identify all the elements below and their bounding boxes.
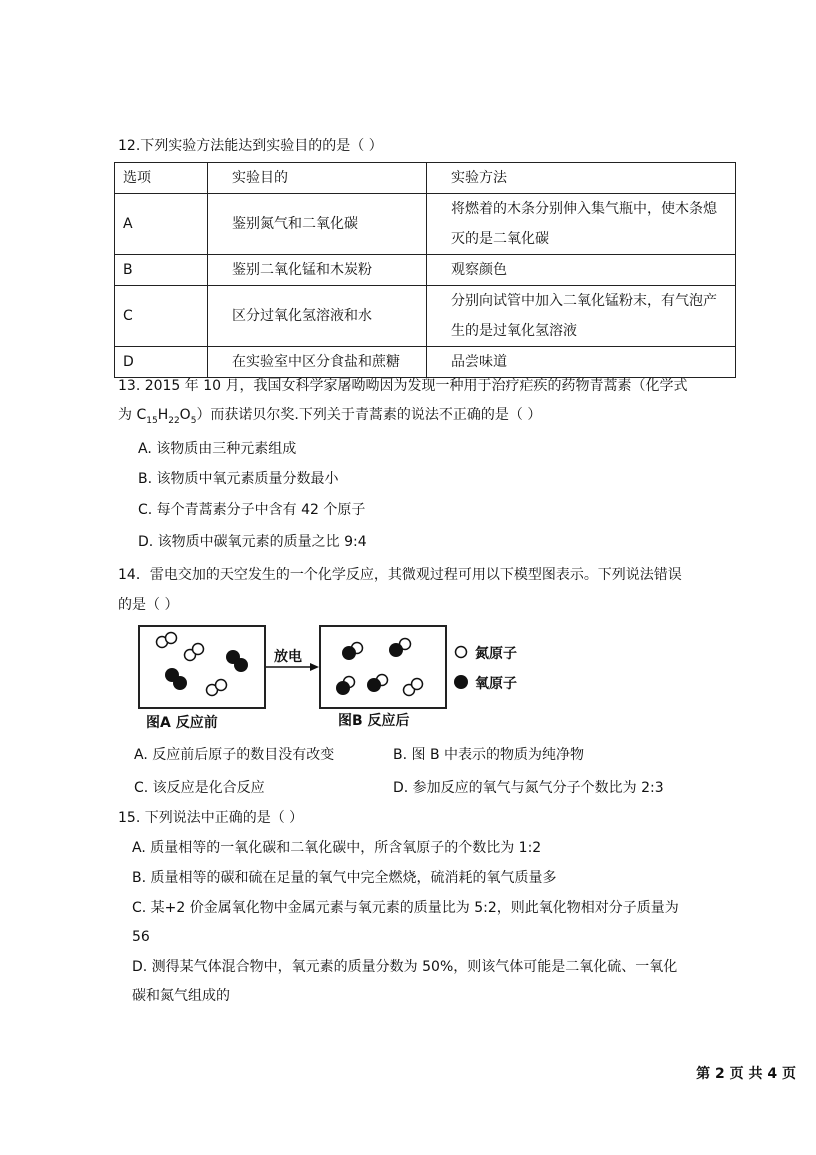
page-footer: 第 2 页 共 4 页 <box>696 1066 796 1082</box>
nitrogen-legend-icon <box>456 647 467 658</box>
table-row <box>115 347 736 378</box>
nitrogen-atom <box>166 633 177 644</box>
table-row <box>115 255 736 286</box>
oxygen-atom <box>367 678 381 692</box>
row-method <box>427 194 736 255</box>
row-purpose: 在实验室中区分食盐和蔗糖 <box>208 347 427 378</box>
q13-line2 <box>118 405 541 431</box>
q14-option-d: D. 参加反应的氧气与氮气分子个数比为 2:3 <box>393 780 664 796</box>
oxygen-atom <box>234 658 248 672</box>
q13-option-b: B. 该物质中氧元素质量分数最小 <box>138 471 339 487</box>
q15-option-c1: C. 某+2 价金属氧化物中金属元素与氧元素的质量比为 5:2，则此氧化物相对分子质量为 <box>132 900 679 916</box>
row-method-line1: 将燃着的木条分别伸入集气瓶中，使木条熄 <box>451 201 717 217</box>
nitrogen-atom <box>216 680 227 691</box>
q13-option-d: D. 该物质中碳氧元素的质量之比 9:4 <box>138 534 367 550</box>
reaction-arrow <box>266 662 320 672</box>
diagram-after-box <box>319 625 447 709</box>
row-purpose: 鉴别氮气和二氧化碳 <box>208 194 427 255</box>
row-method-line2: 灭的是二氧化碳 <box>451 231 549 247</box>
row-method: 观察颜色 <box>427 255 736 286</box>
q13-text: 为 C <box>118 407 147 423</box>
row-purpose: 区分过氧化氢溶液和水 <box>208 286 427 347</box>
legend-icons <box>453 644 471 694</box>
caption-after: 图B 反应后 <box>338 713 410 729</box>
q14-line1: 14．雷电交加的天空发生的一个化学反应，其微观过程可用以下模型图表示。下列说法错误 <box>118 567 682 583</box>
q15-option-a: A. 质量相等的一氧化碳和二氧化碳中，所含氧原子的个数比为 1:2 <box>132 840 542 856</box>
q15-stem: 15. 下列说法中正确的是（ ） <box>118 810 304 826</box>
q15-option-c2: 56 <box>132 929 150 945</box>
q13-line1: 13. 2015 年 10 月，我国女科学家屠呦呦因为发现一种用于治疗疟疾的药物青蒿素（化学式 <box>118 378 688 394</box>
legend-nitrogen: 氮原子 <box>475 646 517 662</box>
q13-option-c: C. 每个青蒿素分子中含有 42 个原子 <box>138 502 366 518</box>
row-option: B <box>115 255 208 286</box>
oxygen-atom <box>342 646 356 660</box>
oxygen-atom <box>173 676 187 690</box>
header-purpose: 实验目的 <box>208 163 427 194</box>
header-method: 实验方法 <box>427 163 736 194</box>
table-header-row <box>115 163 736 194</box>
q12-stem: 12.下列实验方法能达到实验目的的是（ ） <box>118 138 383 154</box>
row-purpose: 鉴别二氧化锰和木炭粉 <box>208 255 427 286</box>
nitrogen-atom <box>412 679 423 690</box>
q13-option-a: A. 该物质由三种元素组成 <box>138 441 297 457</box>
q15-option-d1: D. 测得某气体混合物中，氧元素的质量分数为 50%，则该气体可能是二氧化硫、一氧化 <box>132 959 678 975</box>
q15-option-d2: 碳和氮气组成的 <box>132 988 230 1004</box>
row-option: A <box>115 194 208 255</box>
table-row <box>115 286 736 347</box>
row-method <box>427 286 736 347</box>
row-option: D <box>115 347 208 378</box>
q12-table <box>114 162 736 378</box>
q14-option-a: A. 反应前后原子的数目没有改变 <box>134 747 335 763</box>
table-row <box>115 194 736 255</box>
diagram-before-box <box>138 625 266 709</box>
caption-before: 图A 反应前 <box>146 715 218 731</box>
formula-subscript: 5 <box>190 415 197 426</box>
q14-option-b: B. 图 B 中表示的物质为纯净物 <box>393 747 585 763</box>
nitrogen-atom <box>193 644 204 655</box>
q15-option-b: B. 质量相等的碳和硫在足量的氧气中完全燃烧，硫消耗的氧气质量多 <box>132 870 557 886</box>
q14-line2: 的是（ ） <box>118 597 179 613</box>
formula-subscript: 22 <box>168 415 180 426</box>
oxygen-legend-icon <box>454 675 468 689</box>
row-method-line1: 分别向试管中加入二氧化锰粉末，有气泡产 <box>451 293 717 309</box>
formula-subscript: 15 <box>146 415 158 426</box>
oxygen-atom <box>336 681 350 695</box>
q13-text: H <box>157 407 169 423</box>
q13-text: ）而获诺贝尔奖.下列关于青蒿素的说法不正确的是（ ） <box>196 407 542 423</box>
legend-oxygen: 氧原子 <box>475 676 517 692</box>
molecules-before <box>140 627 264 707</box>
oxygen-atom <box>389 643 403 657</box>
row-option: C <box>115 286 208 347</box>
arrow-label: 放电 <box>274 649 302 665</box>
q14-option-c: C. 该反应是化合反应 <box>134 780 265 796</box>
row-method: 品尝味道 <box>427 347 736 378</box>
q13-text: O <box>179 407 191 423</box>
row-method-line2: 生的是过氧化氢溶液 <box>451 323 577 339</box>
molecules-after <box>321 627 445 707</box>
header-option: 选项 <box>115 163 208 194</box>
